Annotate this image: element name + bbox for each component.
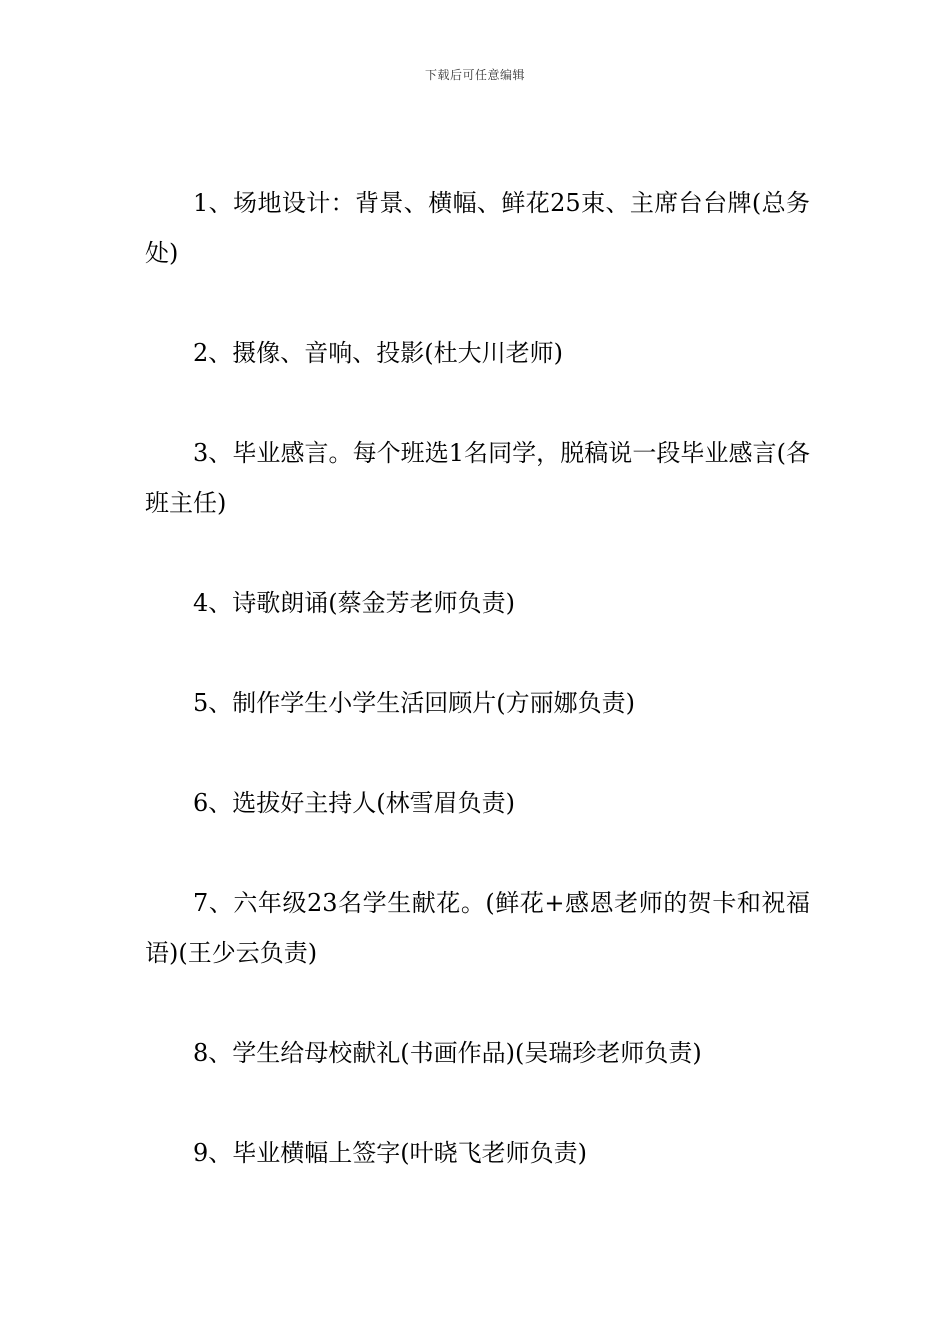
list-item: 5、制作学生小学生活回顾片(方丽娜负责) [193,689,635,717]
list-item: 3、毕业感言。每个班选1名同学，脱稿说一段毕业感言(各班主任) [145,439,810,517]
list-item: 9、毕业横幅上签字(叶晓飞老师负责) [193,1139,587,1167]
page-header: 下载后可任意编辑 [424,68,525,82]
document-body [145,178,810,1228]
list-item: 2、摄像、音响、投影(杜大川老师) [193,339,563,367]
list-item: 4、诗歌朗诵(蔡金芳老师负责) [193,589,515,617]
list-item: 1、场地设计：背景、横幅、鲜花25束、主席台台牌(总务处) [145,189,810,267]
list-item: 7、六年级23名学生献花。(鲜花+感恩老师的贺卡和祝福语)(王少云负责) [145,889,810,967]
list-item: 6、选拔好主持人(林雪眉负责) [193,789,515,817]
list-item: 8、学生给母校献礼(书画作品)(吴瑞珍老师负责) [193,1039,702,1067]
